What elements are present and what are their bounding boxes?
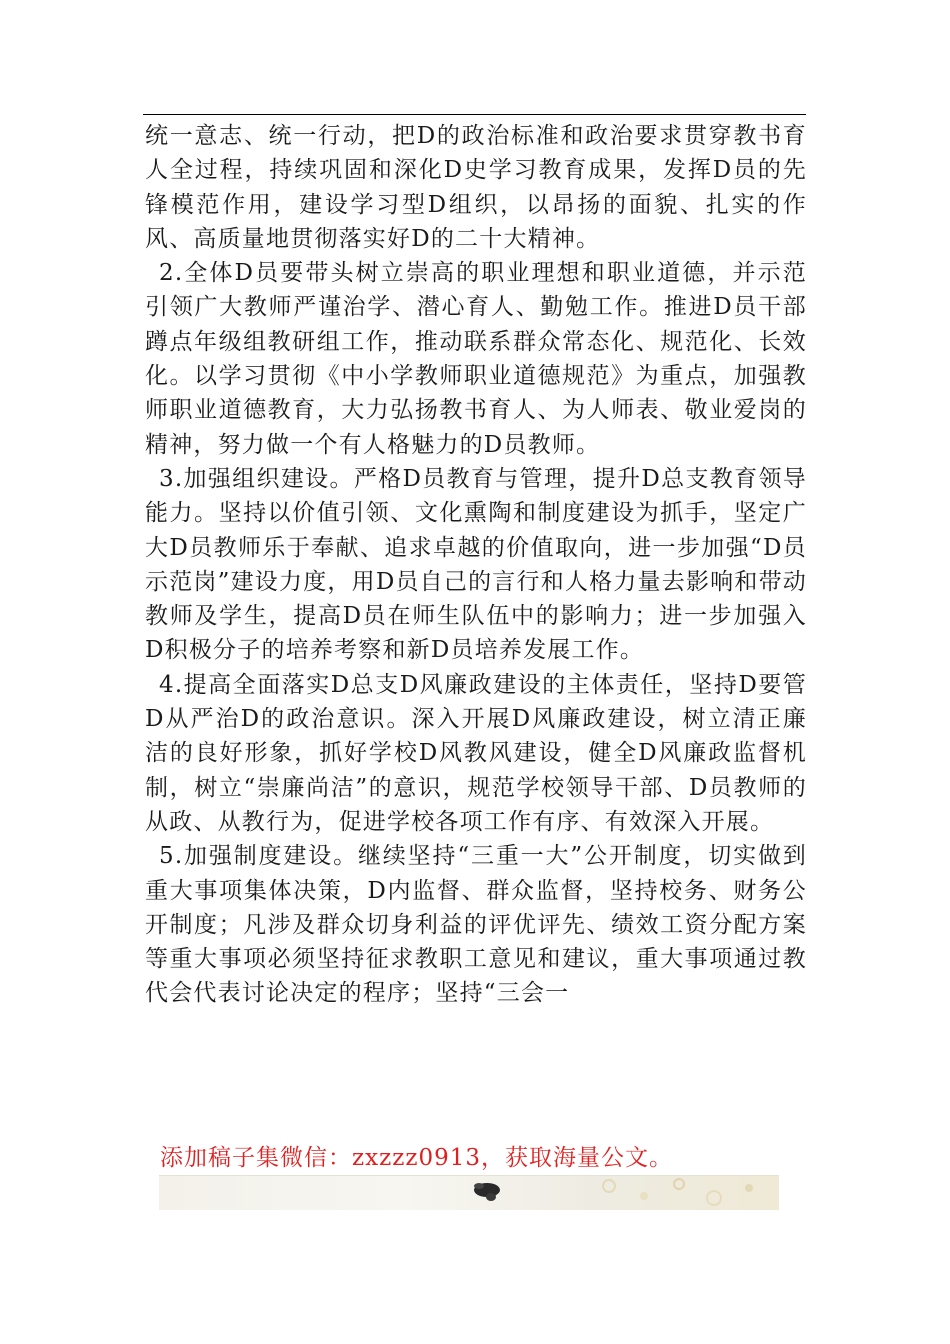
paragraph-5: 5.加强制度建设。继续坚持“三重一大”公开制度，切实做到重大事项集体决策，D内监督、群众监督，坚持校务、财务公开制度；凡涉及群众切身利益的评优评先、绩效工资分配方案等重大事项必须坚持征求教职工意见和建议，重大事项通过教代会代表讨论决定的程序；坚持“三会一 <box>145 843 807 1007</box>
banner-image <box>159 1175 779 1210</box>
header-rule <box>143 114 806 115</box>
paragraph-4: 4.提高全面落实D总支D风廉政建设的主体责任，坚持D要管D从严治D的政治意识。深入开展D风廉政建设，树立清正廉洁的良好形象，抓好学校D风教风建设，健全D风廉政监督机制，树立“崇廉尚洁”的意识，规范学校领导干部、D员教师的从政、从教行为，促进学校各项工作有序、有效深入开展。 <box>145 671 807 835</box>
paragraph-1: 统一意志、统一行动，把D的政治标准和政治要求贯穿教书育人全过程，持续巩固和深化D史学习教育成果，发挥D员的先锋模范作用，建设学习型D组织，以昂扬的面貌、扎实的作风、高质量地贯彻落实好D的二十大精神。 <box>145 123 807 252</box>
ink-blot-icon <box>467 1178 507 1204</box>
paragraph-3: 3.加强组织建设。严格D员教育与管理，提升D总支教育领导能力。坚持以价值引领、文化熏陶和制度建设为抓手，坚定广大D员教师乐于奉献、追求卓越的价值取向，进一步加强“D员示范岗”建设力度，用D员自己的言行和人格力量去影响和带动教师及学生，提高D员在师生队伍中的影响力；进一步加强入D积极分子的培养考察和新D员培养发展工作。 <box>145 465 807 664</box>
document-body <box>145 119 807 1011</box>
paragraph-2: 2.全体D员要带头树立崇高的职业理想和职业道德，并示范引领广大教师严谨治学、潜心育人、勤勉工作。推进D员干部蹲点年级组教研组工作，推动联系群众常态化、规范化、长效化。以学习贯彻《中小学教师职业道德规范》为重点，加强教师职业道德教育，大力弘扬教书育人、为人师表、敬业爱岗的精神，努力做一个有人格魅力的D员教师。 <box>145 260 807 458</box>
decorative-pattern-icon <box>589 1176 779 1210</box>
promo-text: 添加稿子集微信：zxzzz0913，获取海量公文。 <box>160 1145 673 1171</box>
